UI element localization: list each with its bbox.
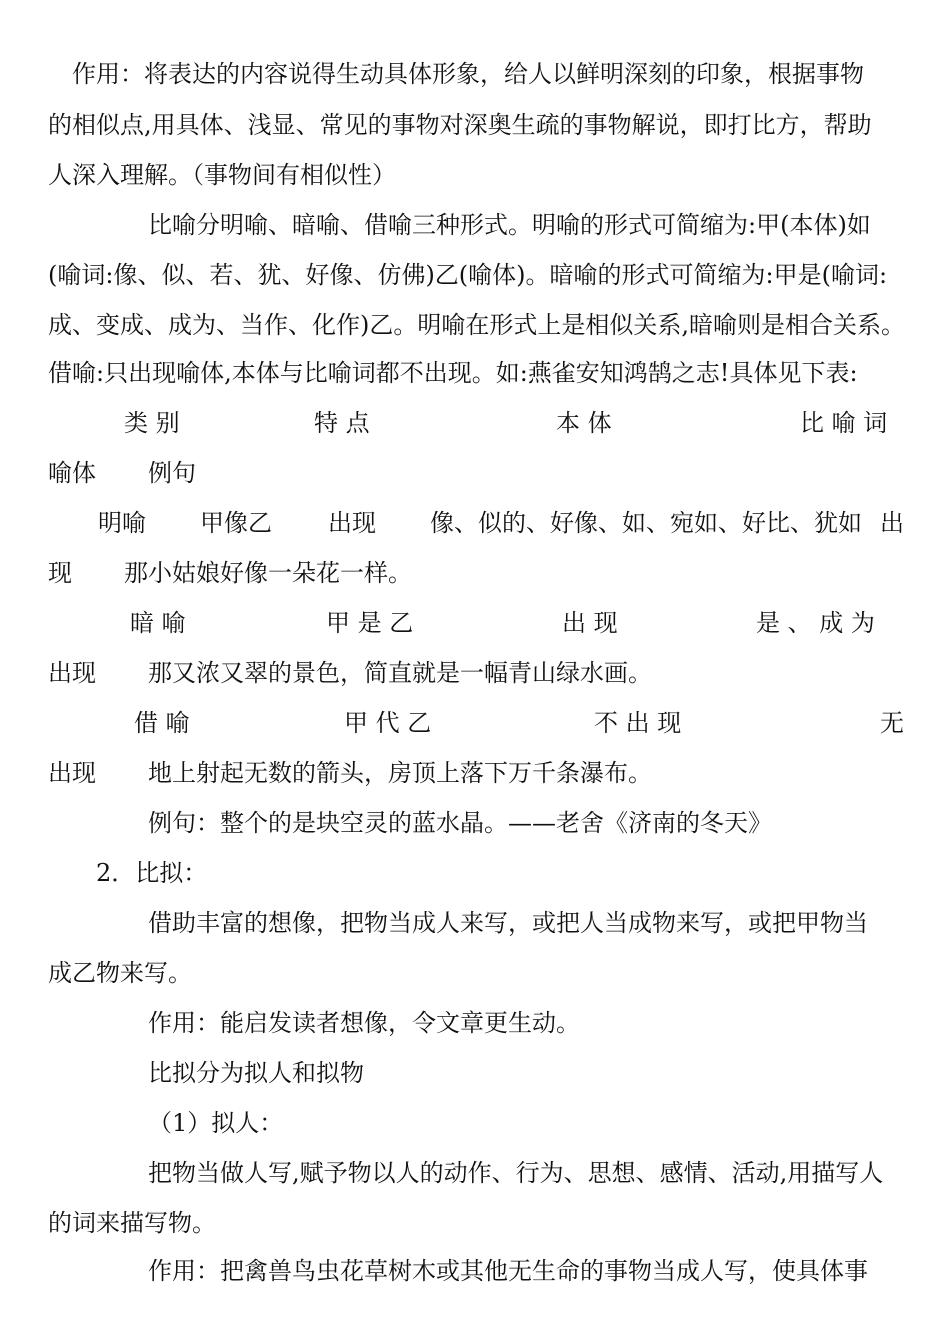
table-cell-tenor: 出现 <box>328 509 376 537</box>
table-cell-vehicle: 出 <box>880 509 904 537</box>
subsection-heading: （1）拟人： <box>148 1109 284 1137</box>
example-sentence: 例句：整个的是块空灵的蓝水晶。——老舍《济南的冬天》 <box>148 809 772 837</box>
table-header-tenor: 本 体 <box>556 409 612 437</box>
paragraph-line: 把物当做人写,赋予物以人的动作、行为、思想、感情、活动,用描写人 <box>148 1159 884 1187</box>
table-cell-tenor: 出 现 <box>562 609 618 637</box>
table-header-feature: 特 点 <box>314 409 370 437</box>
paragraph-line: 作用：将表达的内容说得生动具体形象，给人以鲜明深刻的印象，根据事物 <box>72 60 864 88</box>
table-header-category: 类 别 <box>124 409 180 437</box>
section-heading: 2．比拟： <box>96 859 208 887</box>
paragraph-line: 作用：把禽兽鸟虫花草树木或其他无生命的事物当成人写，使具体事 <box>148 1257 868 1285</box>
paragraph-line: 作用：能启发读者想像，令文章更生动。 <box>148 1009 580 1037</box>
paragraph-line: 比喻分明喻、暗喻、借喻三种形式。明喻的形式可简缩为:甲(本体)如 <box>148 211 871 239</box>
table-cell-vehicle: 现 <box>48 559 72 587</box>
paragraph-line: (喻词:像、似、若、犹、好像、仿佛)乙(喻体)。暗喻的形式可简缩为:甲是(喻词: <box>48 261 888 289</box>
table-cell-category: 暗 喻 <box>130 609 186 637</box>
paragraph-line: 的词来描写物。 <box>48 1209 216 1237</box>
paragraph-line: 比拟分为拟人和拟物 <box>148 1059 364 1087</box>
table-cell-example: 地上射起无数的箭头，房顶上落下万千条瀑布。 <box>148 759 652 787</box>
table-cell-vehicle: 出现 <box>48 659 96 687</box>
table-cell-category: 借 喻 <box>134 709 190 737</box>
table-cell-example: 那又浓又翠的景色，简直就是一幅青山绿水画。 <box>148 659 652 687</box>
table-cell-feature: 甲 是 乙 <box>326 609 414 637</box>
paragraph-line: 借助丰富的想像，把物当成人来写，或把人当成物来写，或把甲物当 <box>148 909 868 937</box>
table-cell-feature: 甲像乙 <box>200 509 272 537</box>
table-cell-comparator: 无 <box>880 709 904 737</box>
table-cell-example: 那小姑娘好像一朵花一样。 <box>124 559 412 587</box>
paragraph-line: 成乙物来写。 <box>48 959 192 987</box>
table-cell-category: 明喻 <box>98 509 146 537</box>
paragraph-line: 借喻:只出现喻体,本体与比喻词都不出现。如:燕雀安知鸿鹄之志!具体见下表: <box>48 359 858 387</box>
paragraph-line: 成、变成、成为、当作、化作)乙。明喻在形式上是相似关系,暗喻则是相合关系。 <box>48 311 905 339</box>
table-cell-feature: 甲 代 乙 <box>344 709 432 737</box>
table-cell-comparator: 是 、 成 为 <box>756 609 875 637</box>
table-header-comparator: 比 喻 词 <box>800 409 888 437</box>
table-cell-tenor: 不 出 现 <box>594 709 682 737</box>
paragraph-line: 的相似点,用具体、浅显、常见的事物对深奥生疏的事物解说，即打比方，帮助 <box>48 111 872 139</box>
table-header-vehicle: 喻体 <box>48 459 96 487</box>
table-cell-comparator: 像、似的、好像、如、宛如、好比、犹如 <box>430 509 862 537</box>
table-cell-vehicle: 出现 <box>48 759 96 787</box>
table-header-example: 例句 <box>148 459 196 487</box>
paragraph-line: 人深入理解。（事物间有相似性） <box>48 161 396 189</box>
